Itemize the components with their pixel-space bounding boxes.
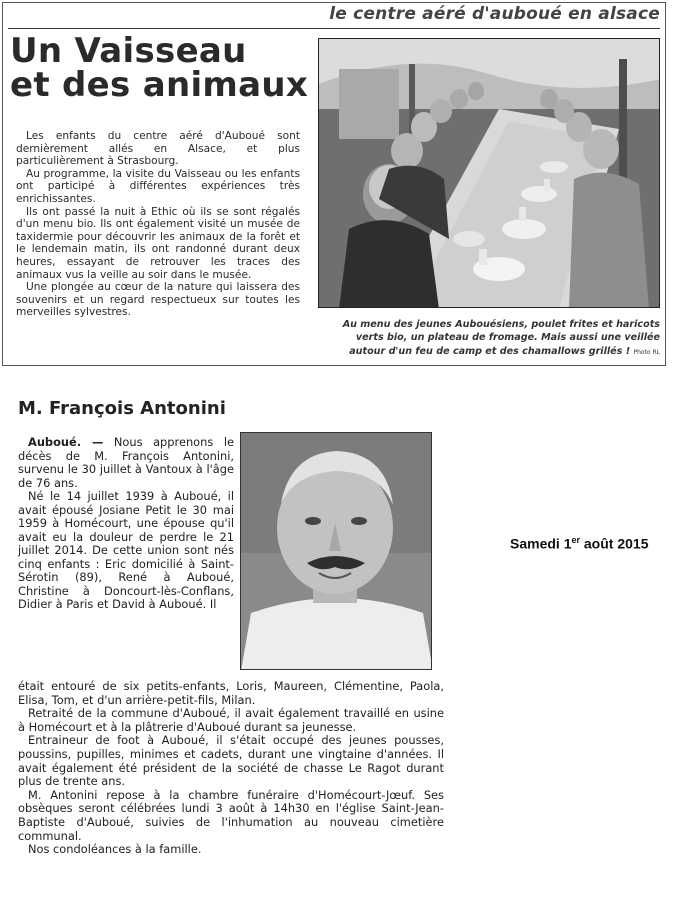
headline-line-1: Un Vaisseau <box>10 31 247 71</box>
body-paragraph: Les enfants du centre aéré d'Auboué sont dernièrement allés en Alsace, et plus particulièrement à Strasbourg. <box>16 130 300 168</box>
date-suffix: août 2015 <box>580 535 649 552</box>
obituary-paragraph: Né le 14 juillet 1939 à Auboué, il avait épousé Josiane Petit le 30 mai 1959 à Homécourt, une épouse qu'il avait eu la douleur de perdre le 21 juillet 2014. De cette union sont nés cinq enfants : Eric domicilié à Saint-Sérotin (89), René à Auboué, Christine à Doncourt-lès-Conflans, Didier à Paris et David à Auboué. Il <box>18 489 234 611</box>
photo-credit: Photo RL <box>633 348 660 356</box>
date-ordinal: er <box>571 535 580 545</box>
photo-caption <box>320 318 660 359</box>
obituary-paragraph: Nos condoléances à la famille. <box>28 842 202 857</box>
obituary-paragraph: M. Antonini repose à la chambre funéraire d'Homécourt-Jœuf. Ses obsèques seront célébrées lundi 3 août à 14h30 en l'église Saint-Jean-Baptiste d'Auboué, suivies de l'inhumation au nouveau cimetière communal. <box>18 787 444 843</box>
obituary-title: M. François Antonini <box>18 398 226 419</box>
section-rubric: le centre aéré d'auboué en alsace <box>329 4 660 24</box>
date-prefix: Samedi 1 <box>510 535 572 552</box>
obituary-paragraph <box>18 436 234 490</box>
dateline: Auboué. — <box>28 435 104 449</box>
obituary-paragraph: était entouré de six petits-enfants, Loris, Maureen, Clémentine, Paola, Elisa, Tom, et d'un arrière-petit-fils, Milan. <box>18 679 444 707</box>
publication-date <box>510 535 648 552</box>
obituary-full-width-text <box>18 680 444 857</box>
obituary-intro: Nous apprenons le décès de M. François Antonini, survenu le 30 juillet à Vantoux à l'âge de 76 ans. <box>18 435 235 490</box>
body-paragraph: Ils ont passé la nuit à Ethic où ils se sont régalés d'un menu bio. Ils ont également visité un musée de taxidermie pour découvrir les animaux de la forêt et le lendemain matin, ils ont randonné durant deux heures, essayant de retrouver les traces des animaux vus la veille au soir dans le musée. <box>16 205 300 281</box>
article-body <box>16 130 300 319</box>
body-paragraph: Une plongée au cœur de la nature qui laissera des souvenirs et un regard respectueux sur toutes les merveilles sylvestres. <box>16 281 300 319</box>
article-headline <box>10 31 310 105</box>
children-dining-photo <box>318 38 660 308</box>
rubric-divider <box>8 28 660 29</box>
portrait-illustration <box>241 433 432 670</box>
caption-text: Au menu des jeunes Aubouésiens, poulet frites et haricots verts bio, un plateau de fromage. Mais aussi une veillée autour d'un feu de camp et des chamallows grillés ! <box>342 319 660 357</box>
children-dining-illustration <box>319 39 660 308</box>
obituary-paragraph: Retraité de la commune d'Auboué, il avait également travaillé en usine à Homécourt et à la plâtrerie d'Auboué durant sa jeunesse. <box>18 706 444 734</box>
headline-line-2: et des animaux <box>10 65 309 105</box>
portrait-photo <box>240 432 432 670</box>
obituary-wrapped-text <box>18 436 234 612</box>
obituary-paragraph: Entraineur de foot à Auboué, il s'était occupé des jeunes pousses, poussins, pupilles, minimes et cadets, durant une vingtaine d'années. Il avait également été président de la société de chasse Le Ragot durant plus de trente ans. <box>18 733 444 789</box>
body-paragraph: Au programme, la visite du Vaisseau ou les enfants ont participé à différentes expériences très enrichissantes. <box>16 167 300 205</box>
